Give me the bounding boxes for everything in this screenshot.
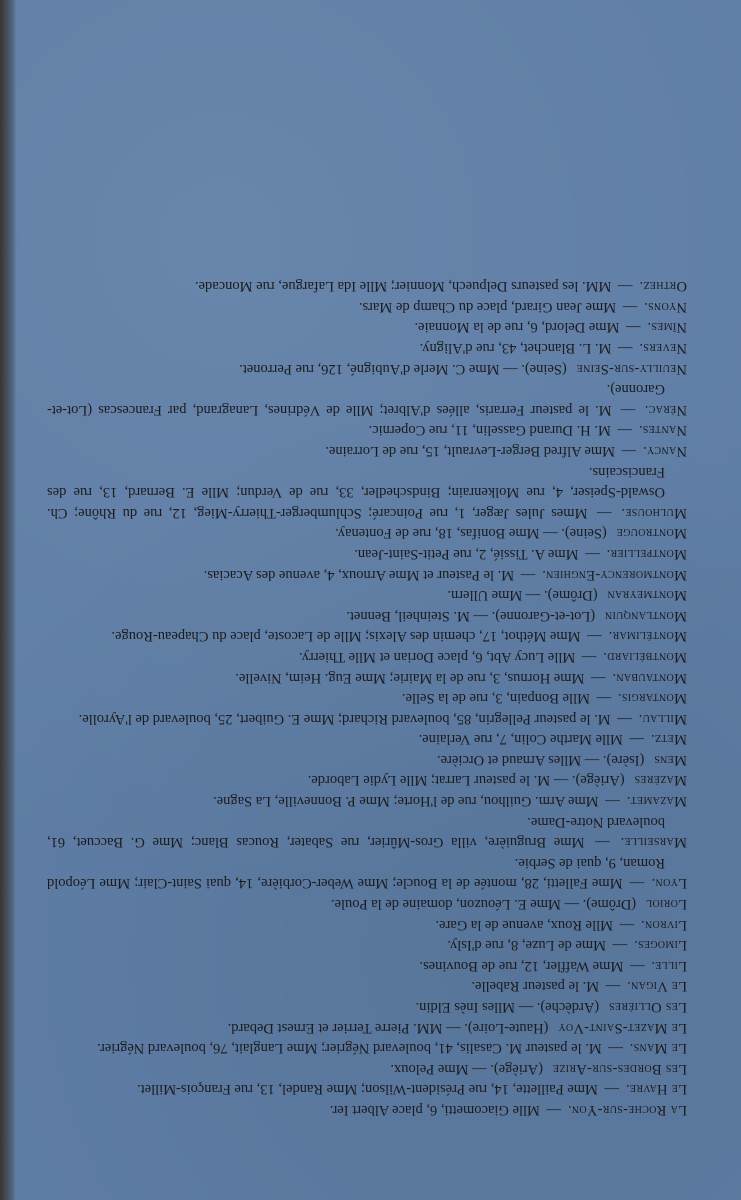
directory-entry: [47, 605, 687, 626]
entry-separator: —: [578, 648, 600, 665]
entry-city: Lille.: [651, 957, 687, 974]
directory-entry: [47, 1017, 687, 1038]
directory-entry: [47, 646, 687, 667]
directory-entry: [47, 852, 687, 893]
entry-separator: —: [517, 566, 539, 583]
directory-entry: [47, 791, 687, 812]
directory-entry: [47, 996, 687, 1017]
entry-text: (Seine). — Mme Bonifas, 18, rue de Fontenay.: [335, 525, 607, 542]
entry-city: Montpellier.: [606, 545, 687, 562]
entry-text: Mme Hornus, 3, rue de la Mairie; Mme Eug. Heim, Nivelle.: [235, 669, 585, 686]
entry-text: M. le pasteur M. Casalis, 41, boulevard Négrier; Mme Langlait, 76, boulevard Négrier.: [97, 1040, 602, 1057]
entry-text: Mme Arm. Guilhou, rue de l'Horte; Mme P. Bonneville, La Sagne.: [213, 793, 599, 810]
entry-separator: [543, 1061, 553, 1077]
entry-separator: [625, 773, 635, 789]
entry-separator: [599, 999, 609, 1015]
entry-text: (Drôme). — Mme Ullern.: [447, 587, 598, 604]
directory-entry: [47, 667, 687, 688]
directory-entry: [47, 729, 687, 750]
directory-entry: [47, 337, 687, 358]
entry-city: Les Bordes-sur-Arize: [552, 1060, 687, 1077]
entry-city: Montmeyran: [607, 587, 687, 604]
entry-text: (Ariège). — M. le pasteur Larrat; Mlle Lydie Laborde.: [307, 772, 625, 789]
entry-city: Montbéliard.: [603, 648, 687, 665]
directory-entry: [47, 1079, 687, 1100]
directory-entry: [47, 543, 687, 564]
directory-entry: [47, 688, 687, 709]
entry-separator: —: [592, 690, 615, 707]
entry-separator: —: [625, 875, 649, 892]
entry-text: Mlle Giacometti, 6, place Albert Ier.: [329, 1102, 540, 1118]
entry-text: Mme Jean Girard, place du Champ de Mars.: [358, 298, 617, 315]
entry-city: Mens: [654, 751, 687, 768]
entry-city: Nérac.: [644, 401, 687, 418]
entry-separator: —: [587, 669, 610, 686]
entry-city: Montargis.: [617, 690, 687, 707]
entry-text: M. le Pasteur et Mme Arnoux, 4, avenue des Acacias.: [203, 566, 515, 583]
directory-entry: [47, 811, 687, 852]
entry-city: Marseille.: [620, 834, 687, 851]
entry-separator: —: [622, 319, 645, 336]
directory-entry: [47, 296, 687, 317]
directory-entry: [47, 749, 687, 770]
entry-text: Mme Alfred Berger-Levrault, 15, rue de Lorraine.: [325, 443, 616, 459]
entry-separator: —: [614, 340, 637, 357]
entry-text: Mme Delord, 6, rue de la Monnaie.: [414, 319, 620, 336]
entry-text: (Haute-Loire). — MM. Pierre Terrier et Ernest Debard.: [227, 1019, 549, 1036]
entry-separator: —: [604, 1040, 627, 1057]
entry-separator: —: [618, 443, 640, 459]
entry-text: Mlle Lucy Abt, 6, place Dorian et Mlle Thierry.: [299, 648, 576, 665]
entry-separator: [567, 361, 577, 377]
directory-entry: [47, 461, 687, 523]
entry-text: Mme Falletti, 28, montée de la Boucle; Mme Weber-Corbière, 14, quai Saint-Clair; Mme Léopold Roman, 9, quai de Serbie.: [47, 854, 665, 892]
entry-text: Mme Bruguière, villa Gros-Mûrier, rue Sabater, Roucas Blanc; Mme G. Baccuet, 61, boulevard Notre-Dame.: [47, 813, 665, 851]
entry-separator: [598, 587, 608, 603]
entry-city: Nyons.: [643, 298, 687, 315]
entry-city: Lyon.: [651, 875, 687, 892]
entry-city: Montrouge: [616, 525, 687, 542]
entry-separator: —: [581, 545, 604, 562]
entry-text: Mme de Luze, 8, rue d'Isly.: [447, 937, 607, 954]
directory-entry: [47, 1058, 687, 1079]
entry-separator: —: [614, 278, 637, 295]
entry-separator: —: [542, 1102, 565, 1118]
entry-separator: —: [583, 628, 606, 645]
entry-text: Mme Paillette, 14, rue Président-Wilson; Mme Randel, 13, rue François-Millet.: [137, 1081, 598, 1098]
entry-separator: [595, 608, 605, 624]
entry-separator: —: [590, 504, 619, 521]
entry-city: Les Ollières: [608, 999, 687, 1016]
entry-separator: —: [619, 298, 641, 315]
entry-city: Mulhouse.: [621, 504, 687, 521]
entry-text: (Ariège). — Mme Peloux.: [390, 1060, 543, 1077]
directory-entry: [47, 379, 687, 420]
entry-text: Mme Waffler, 12, rue de Bouvines.: [419, 957, 624, 974]
entry-separator: —: [609, 937, 631, 954]
entry-separator: —: [626, 957, 649, 974]
directory-entry: [47, 708, 687, 729]
entry-text: M. H. Durand Gasselin, 11, rue Copernic.: [368, 422, 611, 439]
entry-city: Le Havre.: [625, 1081, 687, 1098]
entry-city: Livron.: [640, 916, 687, 933]
directory-entry: [47, 1099, 687, 1120]
entry-city: Limoges.: [633, 937, 687, 954]
entry-separator: —: [614, 401, 642, 418]
directory-entry: [47, 893, 687, 914]
entry-city: Orthez.: [639, 278, 687, 295]
entry-separator: —: [625, 731, 648, 748]
entry-text: Mlle Roux, avenue de la Gare.: [435, 916, 613, 933]
entry-text: (Lot-et-Garonne). — M. Steinheil, Bennet.: [346, 607, 596, 624]
directory-entry: [47, 955, 687, 976]
entry-city: Montlanquin: [604, 607, 687, 624]
entry-separator: —: [587, 834, 618, 851]
entry-separator: —: [613, 422, 636, 439]
entry-city: Le Vigan.: [626, 978, 687, 995]
entry-city: Nancy.: [642, 443, 687, 459]
entry-text: (Ardèche). — Mlles Inès Eldin.: [415, 999, 600, 1016]
entry-city: Metz.: [650, 731, 687, 748]
entry-text: Mlle Bonpain, 3, rue de la Selle.: [401, 690, 590, 707]
entry-city: Le Mans.: [629, 1040, 687, 1057]
entry-text: Mlle Marthe Colin, 7, rue Verlaine.: [418, 731, 623, 748]
entry-text: Mme Méthot, 17, chemin des Alexis; Mlle de Lacoste, place du Chapeau-Rouge.: [111, 628, 581, 645]
entry-text: (Isère). — Mlles Arnaud et Orcière.: [437, 751, 645, 768]
directory-entry: [47, 358, 687, 379]
entry-separator: [607, 525, 617, 541]
directory-entry: [47, 420, 687, 441]
entry-text: M. L. Blanchet, 43, rue d'Aligny.: [419, 340, 612, 357]
directory-entry: [47, 770, 687, 791]
directory-entry: [47, 440, 687, 461]
directory-listing: [47, 276, 687, 1120]
directory-entry: [47, 976, 687, 997]
entry-city: Neuilly-sur-Seine: [576, 360, 687, 377]
entry-separator: —: [602, 978, 624, 995]
entry-text: Mmes Jules Jæger, 1, rue Poincaré; Schlumberger-Thierry-Mieg, 12, rue du Rhône; Ch. Oswald-Speiser, 4, rue Molkenrain; Bindschedler, 33, rue de Verdun; Mlle E. Bernard, 13, rue des Franciscains.: [47, 463, 665, 521]
entry-city: Montélimar.: [608, 628, 687, 645]
entry-separator: —: [616, 916, 638, 933]
directory-entry: [47, 276, 687, 297]
entry-city: Millau.: [638, 710, 687, 727]
entry-separator: [636, 896, 646, 912]
entry-text: (Drôme). — Mme E. Léouzon, domaine de la Poule.: [330, 896, 637, 913]
entry-separator: —: [613, 710, 636, 727]
entry-separator: [644, 752, 654, 768]
directory-entry: [47, 626, 687, 647]
entry-text: M. le pasteur Pellegrin, 85, boulevard Richard; Mme E. Guibert, 25, boulevard de l'Ayrolle.: [78, 710, 611, 727]
entry-city: Loriol: [645, 896, 687, 913]
entry-text: MM. les pasteurs Delpuech, Monnier; Mlle Ida Lafargue, rue Moncade.: [194, 278, 612, 295]
directory-entry: [47, 523, 687, 544]
entry-city: Mazères: [634, 772, 687, 789]
entry-separator: —: [600, 1081, 623, 1098]
entry-separator: [548, 1020, 558, 1036]
entry-city: La Roche-sur-Yon.: [567, 1102, 687, 1118]
entry-city: Montauban.: [612, 669, 687, 686]
entry-text: M. le pasteur Ferraris, allées d'Albret; Mlle de Védrines, Lanagrand, par Francescas (Lot-et-Garonne).: [46, 381, 665, 418]
entry-text: M. le pasteur Rabelle.: [471, 978, 600, 995]
entry-text: (Seine). — Mme C. Merle d'Aubigné, 126, rue Perronet.: [239, 360, 567, 377]
entry-city: Le Mazet-Saint-Voy: [558, 1019, 687, 1036]
entry-text: Mme A. Tissié, 2, rue Petit-Saint-Jean.: [354, 545, 579, 562]
directory-entry: [47, 317, 687, 338]
entry-separator: —: [601, 793, 624, 810]
directory-entry: [47, 935, 687, 956]
directory-entry: [47, 564, 687, 585]
directory-entry: [47, 1038, 687, 1059]
directory-entry: [47, 585, 687, 606]
entry-city: Nîmes.: [647, 319, 687, 336]
entry-city: Mazamet.: [626, 793, 687, 810]
entry-city: Montmorency-Enghien.: [541, 566, 687, 583]
directory-entry: [47, 914, 687, 935]
entry-city: Nantes.: [638, 422, 687, 439]
entry-city: Nevers.: [639, 340, 687, 357]
